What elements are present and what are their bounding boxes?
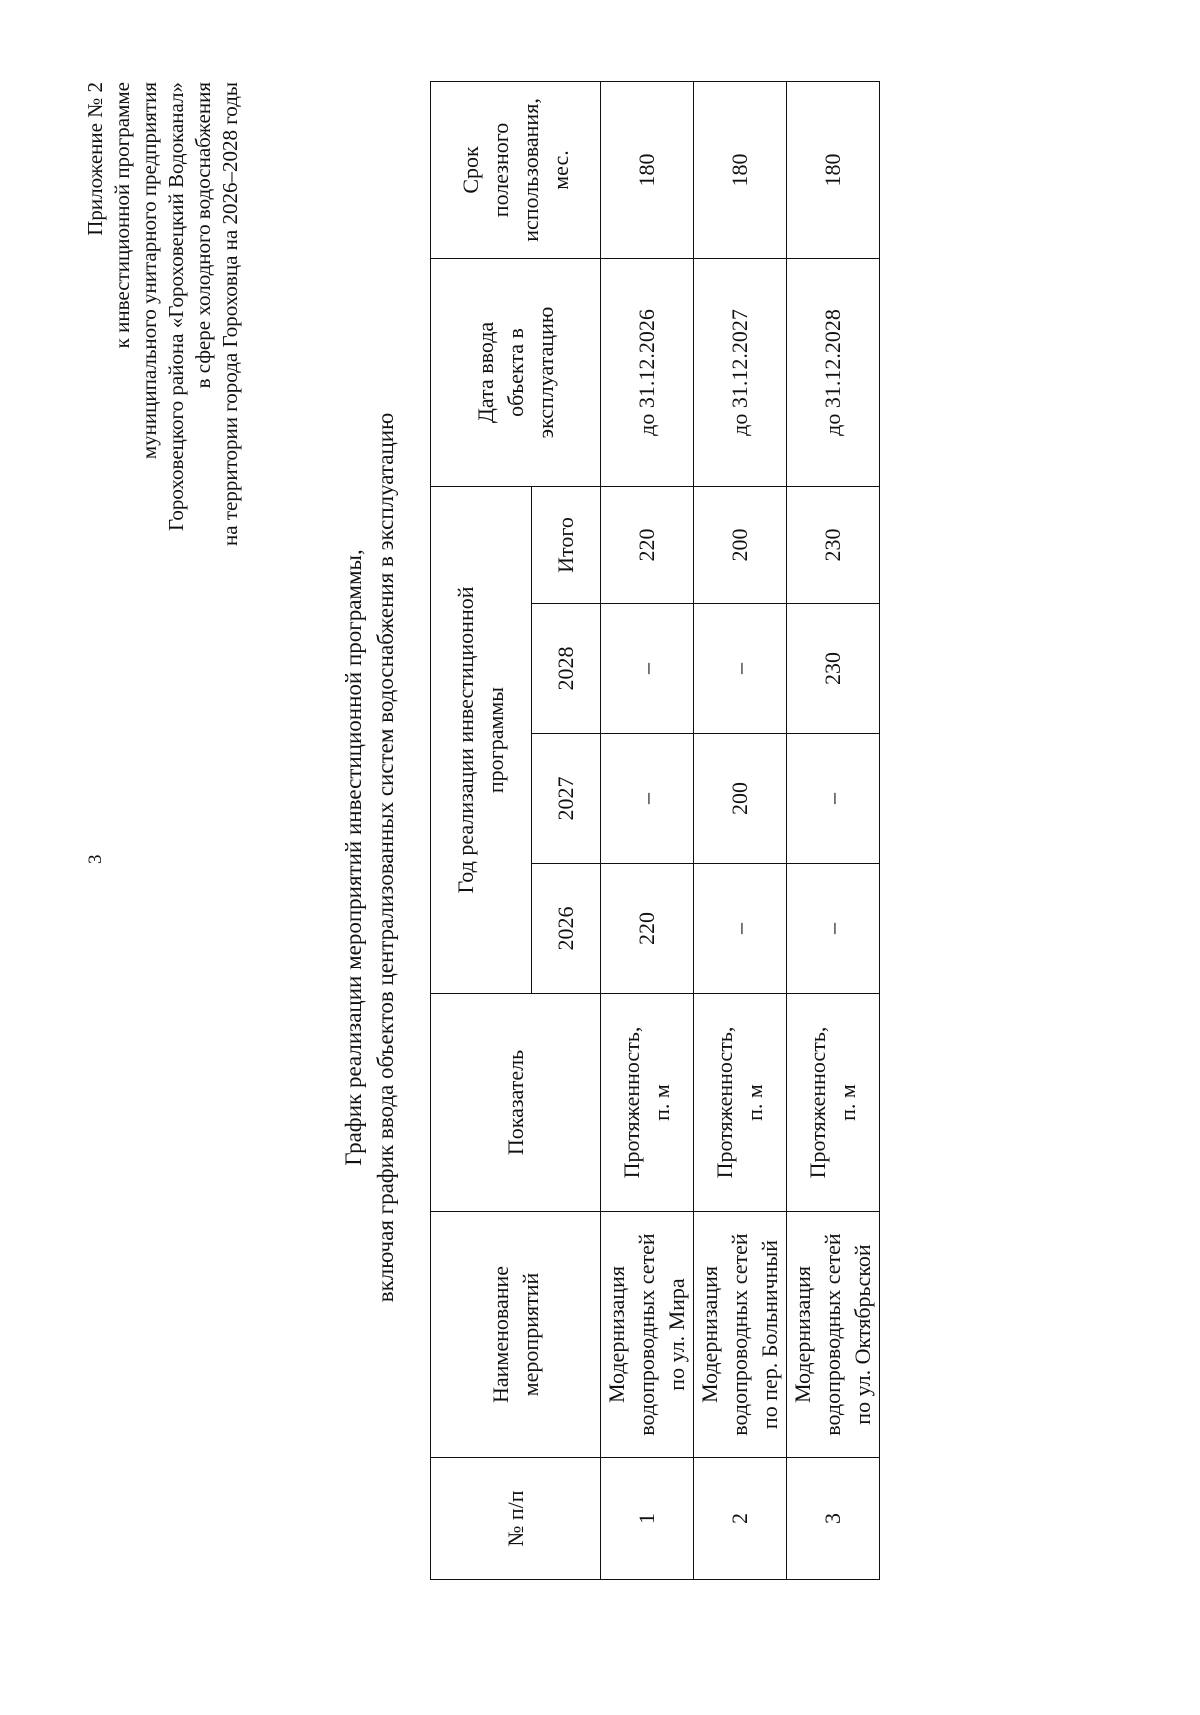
row-name-line: водопроводных сетей xyxy=(820,1233,845,1436)
row-num: 3 xyxy=(787,1458,880,1580)
row-value-2028: – xyxy=(694,604,787,734)
row-value-2028: – xyxy=(601,604,694,734)
document-title xyxy=(338,0,402,1715)
row-indicator-line: п. м xyxy=(649,1084,674,1121)
row-name-line: по пер. Больничный xyxy=(757,1239,782,1430)
title-line: включая график ввода объектов централизованных систем водоснабжения в эксплуатацию xyxy=(373,412,398,1303)
row-indicator-line: Протяженность, xyxy=(805,1026,830,1179)
header-term-line: мес. xyxy=(547,150,573,190)
schedule-table xyxy=(430,81,880,1580)
header-term-line: Срок xyxy=(457,146,483,194)
header-date-line: Дата ввода xyxy=(472,321,498,424)
row-value-2027: 200 xyxy=(694,734,787,864)
row-name-line: Модернизация xyxy=(790,1266,815,1404)
row-date: до 31.12.2028 xyxy=(787,258,880,486)
header-year-group xyxy=(431,486,532,993)
row-name xyxy=(694,1212,787,1458)
page-number: 3 xyxy=(85,854,106,864)
header-name-line: мероприятий xyxy=(517,1272,543,1397)
row-value-2027: – xyxy=(601,734,694,864)
appendix-line: Приложение № 2 xyxy=(83,82,107,236)
row-total: 220 xyxy=(601,486,694,603)
row-term: 180 xyxy=(787,81,880,258)
appendix-line: на территории города Гороховца на 2026–2028 годы xyxy=(218,82,242,546)
row-date: до 31.12.2027 xyxy=(694,258,787,486)
row-name-line: Модернизация xyxy=(604,1266,629,1404)
header-year-group-line: Год реализации инвестиционной xyxy=(453,586,478,894)
header-year-2026: 2026 xyxy=(532,864,601,994)
table-row xyxy=(787,81,880,1579)
row-name-line: водопроводных сетей xyxy=(727,1233,752,1436)
row-name xyxy=(787,1212,880,1458)
header-name-line: Наименование xyxy=(487,1265,513,1404)
header-year-2028: 2028 xyxy=(532,604,601,734)
row-date: до 31.12.2026 xyxy=(601,258,694,486)
header-indicator: Показатель xyxy=(431,994,601,1212)
header-year-2027: 2027 xyxy=(532,734,601,864)
row-value-2028: 230 xyxy=(787,604,880,734)
row-indicator xyxy=(694,994,787,1212)
table-row xyxy=(694,81,787,1579)
row-total: 200 xyxy=(694,486,787,603)
row-name-line: по ул. Октябрьской xyxy=(850,1244,875,1425)
table-row xyxy=(601,81,694,1579)
row-name xyxy=(601,1212,694,1458)
row-value-2027: – xyxy=(787,734,880,864)
row-indicator-line: Протяженность, xyxy=(619,1026,644,1179)
row-name-line: Модернизация xyxy=(697,1266,722,1404)
appendix-line: в сфере холодного водоснабжения xyxy=(191,82,215,389)
header-name xyxy=(431,1212,601,1458)
header-term-line: использования, xyxy=(517,98,543,242)
appendix-header xyxy=(82,82,244,546)
appendix-line: к инвестиционной программе xyxy=(110,82,134,349)
header-term-line: полезного xyxy=(487,122,513,218)
row-term: 180 xyxy=(694,81,787,258)
row-value-2026: – xyxy=(694,864,787,994)
title-line: График реализации мероприятий инвестиционной программы, xyxy=(341,549,366,1166)
row-name-line: водопроводных сетей xyxy=(634,1233,659,1436)
row-indicator xyxy=(601,994,694,1212)
row-num: 1 xyxy=(601,1458,694,1580)
row-indicator-line: Протяженность, xyxy=(712,1026,737,1179)
row-num: 2 xyxy=(694,1458,787,1580)
row-indicator-line: п. м xyxy=(835,1084,860,1121)
header-date-line: эксплуатацию xyxy=(532,306,558,439)
header-total: Итого xyxy=(532,486,601,603)
row-indicator-line: п. м xyxy=(742,1084,767,1121)
header-term xyxy=(431,81,601,258)
row-value-2026: – xyxy=(787,864,880,994)
header-date-line: объекта в xyxy=(502,328,528,417)
row-term: 180 xyxy=(601,81,694,258)
row-total: 230 xyxy=(787,486,880,603)
header-num: № п/п xyxy=(431,1458,601,1580)
header-date xyxy=(431,258,601,486)
appendix-line: Гороховецкого района «Гороховецкий Водоканал» xyxy=(164,82,188,531)
row-value-2026: 220 xyxy=(601,864,694,994)
appendix-line: муниципального унитарного предприятия xyxy=(137,82,161,460)
row-indicator xyxy=(787,994,880,1212)
row-name-line: по ул. Мира xyxy=(664,1278,689,1391)
header-year-group-line: программы xyxy=(483,686,508,794)
table-header-row xyxy=(431,81,532,1579)
